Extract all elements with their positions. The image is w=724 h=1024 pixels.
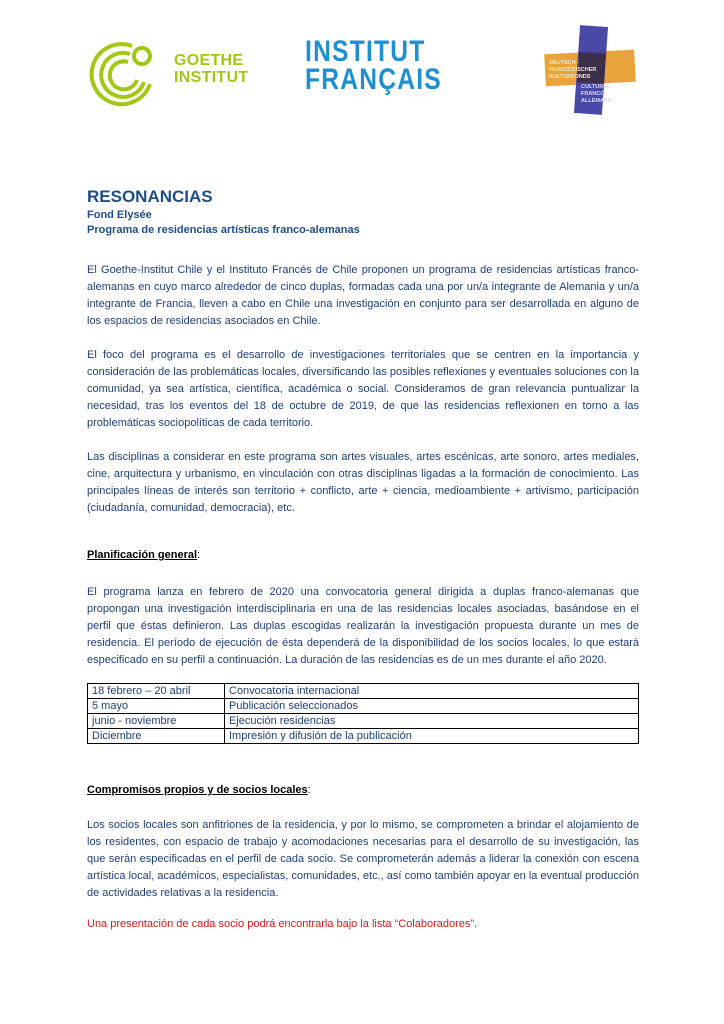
- table-row: [88, 729, 639, 744]
- fonds-text-6: ALLEMAND: [581, 98, 612, 104]
- fonds-text-3: KULTURFONDS: [549, 74, 591, 80]
- schedule-event: Impresión y difusión de la publicación: [225, 729, 639, 744]
- ifr-line1: INSTITUT: [305, 35, 426, 68]
- table-row: [88, 714, 639, 729]
- commitments-paragraph: Los socios locales son anfitriones de la residencia, y por lo mismo, se comprometen a brindar el alojamiento de los residentes, con espacio de trabajo y acomodaciones necesarias para el desarrollo de su investigación, las que serán especificadas en el perfil de cada socio. Se comprometerán además a liderar la conexión con escena artística local, académicos, especialistas, comunidades, etc., así como también apoyar en la eventual producción de actividades relativas a la residencia.: [87, 819, 639, 899]
- schedule-date: junio - noviembre: [88, 714, 225, 729]
- table-row: [88, 699, 639, 714]
- fonds-text-5: FRANCO -: [581, 91, 608, 97]
- goethe-line1: GOETHE: [174, 52, 244, 69]
- schedule-event: Publicación seleccionados: [225, 699, 639, 714]
- commitments-heading-colon: :: [307, 784, 311, 796]
- focus-paragraph: El foco del programa es el desarrollo de investigaciones territoriales que se centren en la importancia y consideración de las problemáticas locales, diversificando las posibles reflexiones y eventuales soluciones con la comunidad, ya sea artística, científica, académica o social. Consideramos de gran relevancia puntualizar la necesidad, tras los eventos del 18 de octubre de 2019, de que las residencias reflexionen en torno a las problemáticas sociopolíticas de cada territorio.: [87, 349, 639, 429]
- commitments-heading-text: Compromisos propios y de socios locales: [87, 784, 308, 796]
- document-body: [87, 186, 639, 930]
- institut-francais-logo: [305, 35, 442, 96]
- document-subtitle-program: Programa de residencias artísticas franco-alemanas: [87, 224, 360, 236]
- document-subtitle-fund: Fond Elysée: [87, 209, 152, 221]
- schedule-table: [87, 683, 639, 744]
- ifr-line2: FRANÇAIS: [305, 63, 442, 96]
- intro-paragraph: El Goethe-Institut Chile y el Instituto Francés de Chile proponen un programa de residencias artísticas franco-alemanas en cuyo marco alrededor de cinco duplas, formadas cada una por un/a integrante de Alemania y un/a integrante de Francia, lleven a cabo en Chile una investigación en conjunto para ser desarrollada en alguno de los espacios de residencias asociados en Chile.: [87, 264, 639, 327]
- schedule-event: Convocatoria internacional: [225, 684, 639, 699]
- schedule-event: Ejecución residencias: [225, 714, 639, 729]
- logo-header: [0, 0, 724, 130]
- goethe-institut-logo: [84, 36, 249, 106]
- fonds-text-1: DEUTSCH -: [549, 60, 579, 66]
- planning-heading: [87, 549, 200, 561]
- planning-paragraph: El programa lanza en febrero de 2020 una convocatoria general dirigida a duplas franco-alemanas que propongan una investigación interdisciplinaria en una de las residencias locales asociadas, basándose en el perfil que éstas definieron. Las duplas escogidas realizarán la investigación propuesta durante un mes de residencia. El período de ejecución de ésta dependerá de la disponibilidad de los socios locales, lo que estará especificado en su perfil a continuación. La duración de las residencias es de un mes durante el año 2020.: [87, 586, 639, 666]
- goethe-rings-icon: [84, 36, 164, 108]
- planning-heading-colon: :: [197, 549, 201, 561]
- schedule-date: 5 mayo: [88, 699, 225, 714]
- kulturfonds-logo: [545, 26, 640, 118]
- fonds-text-4: CULTUREL: [581, 84, 611, 90]
- document-title: RESONANCIAS: [87, 187, 213, 206]
- schedule-date: Diciembre: [88, 729, 225, 744]
- table-row: [88, 684, 639, 699]
- collaborators-note: Una presentación de cada socio podrá encontrarla bajo la lista “Colaboradores”.: [87, 918, 478, 930]
- disciplines-paragraph: Las disciplinas a considerar en este programa son artes visuales, artes escénicas, arte sonoro, artes mediales, cine, arquitectura y urbanismo, en vinculación con otras disciplinas ligadas a la formación de conocimiento. Las principales líneas de interés son territorio + conflicto, arte + ciencia, medioambiente + artivismo, participación (ciudadanía, comunidad, democracia), etc.: [87, 451, 639, 514]
- goethe-line2: INSTITUT: [174, 69, 249, 86]
- planning-heading-text: Planificación general: [87, 549, 198, 561]
- schedule-date: 18 febrero – 20 abril: [88, 684, 225, 699]
- commitments-heading: [87, 784, 311, 796]
- fonds-text-2: FRANZÖSISCHER: [549, 67, 597, 73]
